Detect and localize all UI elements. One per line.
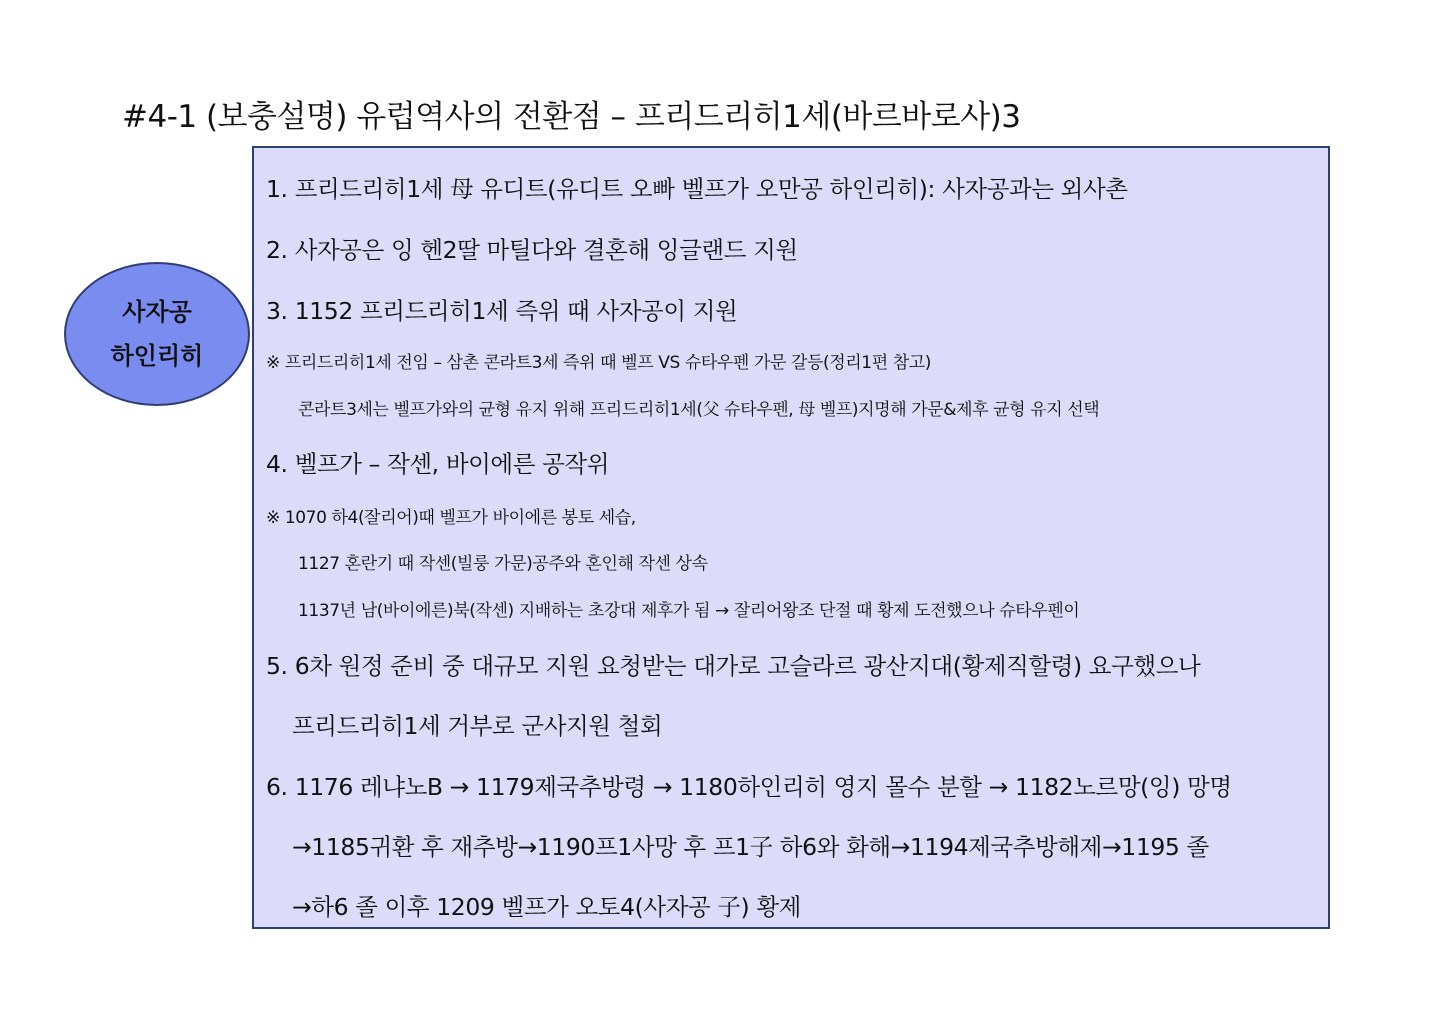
list-item-2: 2. 사자공은 잉 헨2딸 마틸다와 결혼해 잉글랜드 지원	[266, 236, 798, 264]
list-item-6: 6. 1176 레냐노B → 1179제국추방령 → 1180하인리히 영지 몰수 분할 → 1182노르망(잉) 망명	[266, 773, 1232, 801]
list-item-4: 4. 벨프가 – 작센, 바이에른 공작위	[266, 450, 610, 478]
note-3a: ※ 프리드리히1세 전임 – 삼촌 콘라트3세 즉위 때 벨프 VS 슈타우펜 가문 갈등(정리1편 참고)	[266, 353, 932, 373]
list-item-6-cont-2: →하6 졸 이후 1209 벨프가 오토4(사자공 子) 황제	[292, 893, 801, 921]
list-item-1: 1. 프리드리히1세 母 유디트(유디트 오빠 벨프가 오만공 하인리히): 사자공과는 외사촌	[266, 175, 1128, 203]
note-4a: ※ 1070 하4(잘리어)때 벨프가 바이에른 봉토 세습,	[266, 508, 636, 528]
list-item-5-cont: 프리드리히1세 거부로 군사지원 철회	[292, 712, 663, 740]
list-item-3: 3. 1152 프리드리히1세 즉위 때 사자공이 지원	[266, 297, 738, 325]
topic-badge	[64, 262, 250, 406]
note-4b: 1127 혼란기 때 작센(빌룽 가문)공주와 혼인해 작센 상속	[298, 554, 708, 574]
note-4c: 1137년 남(바이에른)북(작센) 지배하는 초강대 제후가 됨 → 잘리어왕조 단절 때 황제 도전했으나 슈타우펜이	[298, 601, 1080, 621]
list-item-6-cont-1: →1185귀환 후 재추방→1190프1사망 후 프1子 하6와 화해→1194제국추방해제→1195 졸	[292, 833, 1209, 861]
badge-line-2: 하인리히	[110, 342, 204, 370]
note-3b: 콘라트3세는 벨프가와의 균형 유지 위해 프리드리히1세(父 슈타우펜, 母 벨프)지명해 가문&제후 균형 유지 선택	[298, 400, 1100, 420]
list-item-5: 5. 6차 원정 준비 중 대규모 지원 요청받는 대가로 고슬라르 광산지대(황제직할령) 요구했으나	[266, 652, 1201, 680]
slide-title: #4-1 (보충설명) 유럽역사의 전환점 – 프리드리히1세(바르바로사)3	[122, 99, 1021, 135]
badge-line-1: 사자공	[122, 298, 192, 326]
